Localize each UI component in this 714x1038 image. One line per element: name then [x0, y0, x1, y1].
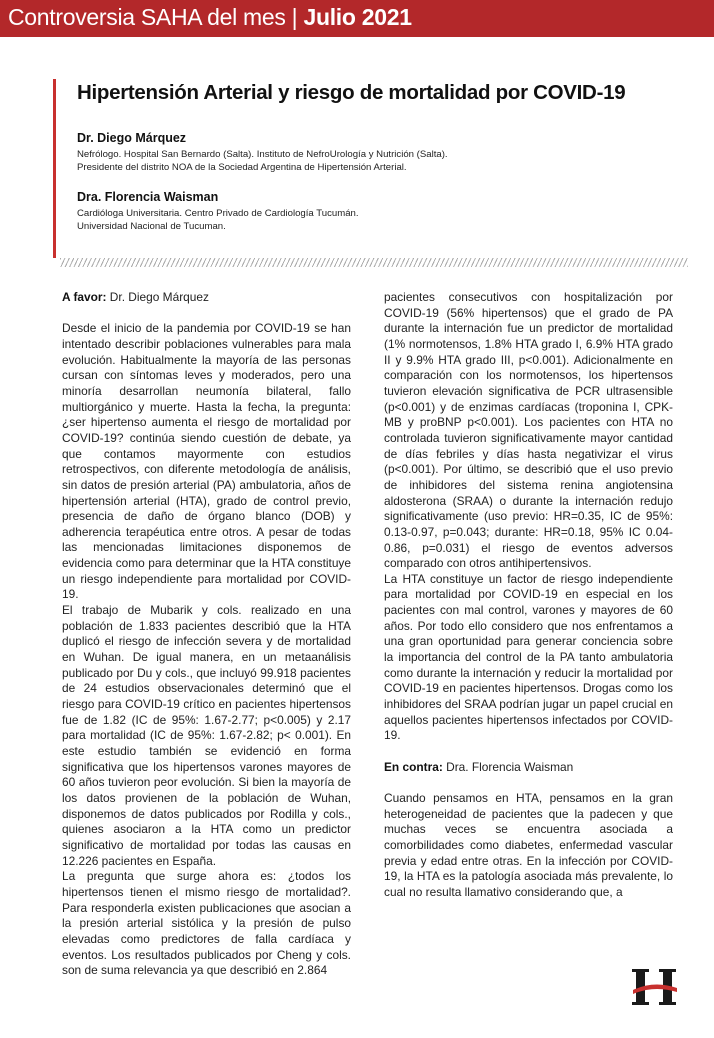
- contra-author: Dra. Florencia Waisman: [442, 759, 574, 774]
- author-name-2: Dra. Florencia Waisman: [77, 190, 219, 204]
- paragraph: El trabajo de Mubarik y cols. realizado en una población de 1.833 pacientes describió que la HTA duplicó el riesgo de infección severa y de mortalidad en Wuhan. De igual manera, en un metaanálisis publicado por Du y cols., que incluyó 99.918 pacientes de 24 estudios observacionales determinó que el riesgo para COVID-19 crítico en pacientes hipertensos fue de 1.82 (IC de 95%: 1.67-2.77; p<0.005) y 2.17 para mortalidad (IC de 95%: 1.67-2.82; p< 0.001). En este estudio también se evidenció en forma significativa que los hipertensos varones mayores de 60 años tuvieron peor evolución. Si bien la mayoría de los datos provienen de la población de Wuhan, disponemos de datos publicados por Rodilla y cols., quienes asociaron a la HTA como un predictor significativo de mortalidad por todas las causas en 12.226 pacientes en España.: [62, 603, 351, 868]
- article-title: Hipertensión Arterial y riesgo de mortalidad por COVID-19: [77, 81, 626, 104]
- author-affiliation-2a: Cardióloga Universitaria. Centro Privado de Cardiología Tucumán.: [77, 208, 359, 219]
- title-accent-bar: [53, 79, 56, 258]
- paragraph: La pregunta que surge ahora es: ¿todos los hipertensos tienen el mismo riesgo de mortalidad?. Para responderla existen publicaciones que asocian a la presión arterial sistólica y la presión de pulso elevadas como predictores de falla cardíaca y eventos. Los resultados publicados por Cheng y cols. son de suma relevancia ya que describió en 2.864: [62, 869, 351, 978]
- paragraph: Cuando pensamos en HTA, pensamos en la gran heterogeneidad de pacientes que la padecen y que muchas veces se encuentra asociada a comorbilidades como diabetes, enfermedad vascular previa y edad entre otras. En la infección por COVID-19, la HTA es la patología asociada más prevalente, lo cual no resulta llamativo considerando que, a: [384, 790, 673, 899]
- paragraph: La HTA constituye un factor de riesgo independiente para mortalidad por COVID-19 en especial en los pacientes con mal control, varones y mayores de 60 años. Por todo ello considero que nos enfrentamos a una gran oportunidad para generar conciencia sobre la importancia del control de la PA tanto ambulatoria como durante la internación y reducir la mortalidad por COVID-19 en pacientes hipertensos. Drogas como los inhibidores del SRAA podrían jugar un papel crucial en aquellos pacientes hipertensos infectados por COVID-19.: [384, 571, 673, 743]
- right-column: [384, 290, 673, 901]
- author-affiliation-2b: Universidad Nacional de Tucuman.: [77, 221, 226, 232]
- contra-heading: [384, 760, 673, 776]
- header-issue: Julio 2021: [303, 4, 412, 30]
- saha-h-logo-icon: [630, 966, 680, 1008]
- header-series: Controversia SAHA del mes: [8, 4, 286, 30]
- header-banner: [0, 0, 714, 37]
- favor-label: A favor:: [62, 290, 107, 304]
- left-column: [62, 290, 351, 979]
- paragraph: pacientes consecutivos con hospitalización por COVID-19 (56% hipertensos) que el grado de PA durante la internación fue un predictor de mortalidad (1% normotensos, 1.8% HTA grado I, 6.9% HTA grado II y 9.9% HTA grado III, p<0.001). Adicionalmente en comparación con los normotensos, los hipertensos tuvieron elevación significativa de PCR ultrasensible (p<0.001) y de enzimas cardíacas (troponina I, CPK-MB y proBNP p<0.001). Los pacientes con HTA no controlada tuvieron significativamente mayor cantidad de días febriles y días hasta negativizar el virus (p<0.001). Por último, se describió que el uso previo de inhibidores del sistema renina angiotensina aldosterona (SRAA) o durante la internación redujo significativamente (uso previo: HR=0.35, IC de 95%: 0.13-0.97, p=0.043; durante: HR=0.18, 95% IC 0.04-0.86, p=0.031) el riesgo de eventos adversos comparado con otros antihipertensivos.: [384, 290, 673, 571]
- section-divider: [60, 258, 688, 267]
- header-title: [8, 4, 412, 31]
- paragraph: Desde el inicio de la pandemia por COVID-19 se han intentado describir poblaciones vulnerables para mala evolución. Habitualmente la mayoría de las personas cursan con síntomas leves y moderados, pero una minoría desarrollan neumonía bilateral, fallo multiorgánico y muerte. Hasta la fecha, la pregunta: ¿ser hipertenso aumenta el riesgo de mortalidad por COVID-19? continúa siendo cuestión de debate, ya que contamos mayormente con estudios retrospectivos, con diferente metodología de análisis, sin datos de presión arterial (PA) ambulatoria, años de hipertensión arterial (HTA), grado de control previo, presencia de daño de órgano blanco (DOB) y adherencia terapéutica entre otros. A pesar de todas las mencionadas limitaciones disponemos de evidencia como para determinar que la HTA constituye un riesgo independiente para mortalidad por COVID-19.: [62, 321, 351, 602]
- author-name-1: Dr. Diego Márquez: [77, 131, 187, 145]
- contra-label: En contra:: [384, 759, 443, 774]
- author-affiliation-1a: Nefrólogo. Hospital San Bernardo (Salta). Instituto de NefroUrología y Nutrición (Salta).: [77, 149, 448, 160]
- author-affiliation-1b: Presidente del distrito NOA de la Sociedad Argentina de Hipertensión Arterial.: [77, 162, 407, 173]
- favor-author: Dr. Diego Márquez: [106, 290, 209, 304]
- header-separator: |: [291, 4, 298, 30]
- favor-heading: [62, 290, 351, 306]
